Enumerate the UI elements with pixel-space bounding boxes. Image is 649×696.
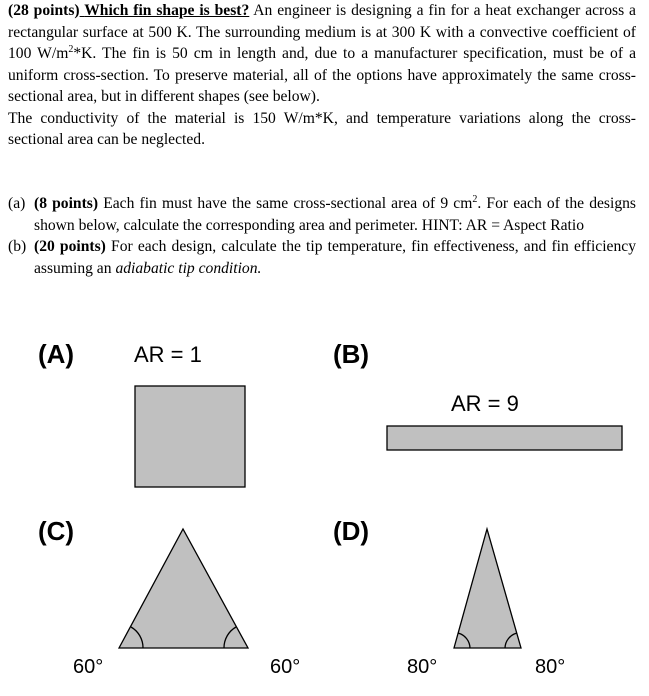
part-a-points: (8 points) (34, 195, 99, 212)
problem-superscript: 2 (68, 43, 74, 55)
label-b: (B) (333, 339, 370, 369)
problem-title-text: Which fin shape is best? (84, 2, 250, 19)
problem-statement-1: An engineer is designing a fin for a heat exchanger across a rectangular surface at 500 K. The surrounding medium is at 300 K with a convective coefficient of 100 W/m (8, 2, 636, 62)
problem-points: (28 points) (8, 2, 80, 19)
part-b-body (34, 236, 636, 279)
problem-paragraph-2: The conductivity of the material is 150 W/m*K, and temperature variations along the cross-sectional area can be neglected. (8, 109, 636, 148)
fin-cross-section-figure (0, 330, 649, 696)
problem-statement (8, 0, 636, 151)
fin-shapes-svg (0, 330, 649, 696)
angle-label-d-left: 80° (407, 656, 438, 678)
label-a: (A) (38, 339, 75, 369)
ar-a-label: AR = 1 (134, 342, 202, 367)
label-d: (D) (333, 516, 370, 546)
part-a-text-2: . For each of the designs shown below, calculate the corresponding area and perimeter. HINT: AR = Aspect Ratio (34, 195, 637, 234)
shape-d-triangle (454, 529, 521, 648)
part-a-body (34, 193, 636, 236)
shape-a-square (135, 386, 245, 487)
ar-b-label: AR = 9 (451, 391, 519, 416)
shape-c-triangle (119, 529, 248, 648)
part-b-points: (20 points) (34, 238, 106, 255)
problem-title (80, 2, 250, 19)
part-a-text-1: Each fin must have the same cross-sectional area of 9 cm (98, 195, 473, 212)
part-a-superscript: 2 (472, 193, 478, 205)
part-b-text-1: For each design, calculate the tip temperature, fin effectiveness, and fin efficiency assuming an (34, 238, 636, 277)
problem-parts (8, 193, 636, 279)
problem-statement-2: *K. The fin is 50 cm in length and, due to a manufacturer specification, must be of a uniform cross-section. To preserve material, all of the options have approximately the same cross-sectional area, but in different shapes (see below). (8, 45, 636, 105)
part-a (8, 193, 636, 236)
shape-b-rectangle (387, 426, 622, 450)
problem-paragraph-1 (8, 0, 636, 108)
part-b (8, 236, 636, 279)
label-c: (C) (38, 516, 75, 546)
angle-label-c-left: 60° (73, 656, 104, 678)
part-b-letter: (b) (8, 238, 27, 255)
part-a-letter: (a) (8, 195, 26, 212)
angle-label-c-right: 60° (270, 656, 301, 678)
part-b-italic: adiabatic tip condition. (115, 259, 262, 277)
angle-label-d-right: 80° (535, 656, 566, 678)
